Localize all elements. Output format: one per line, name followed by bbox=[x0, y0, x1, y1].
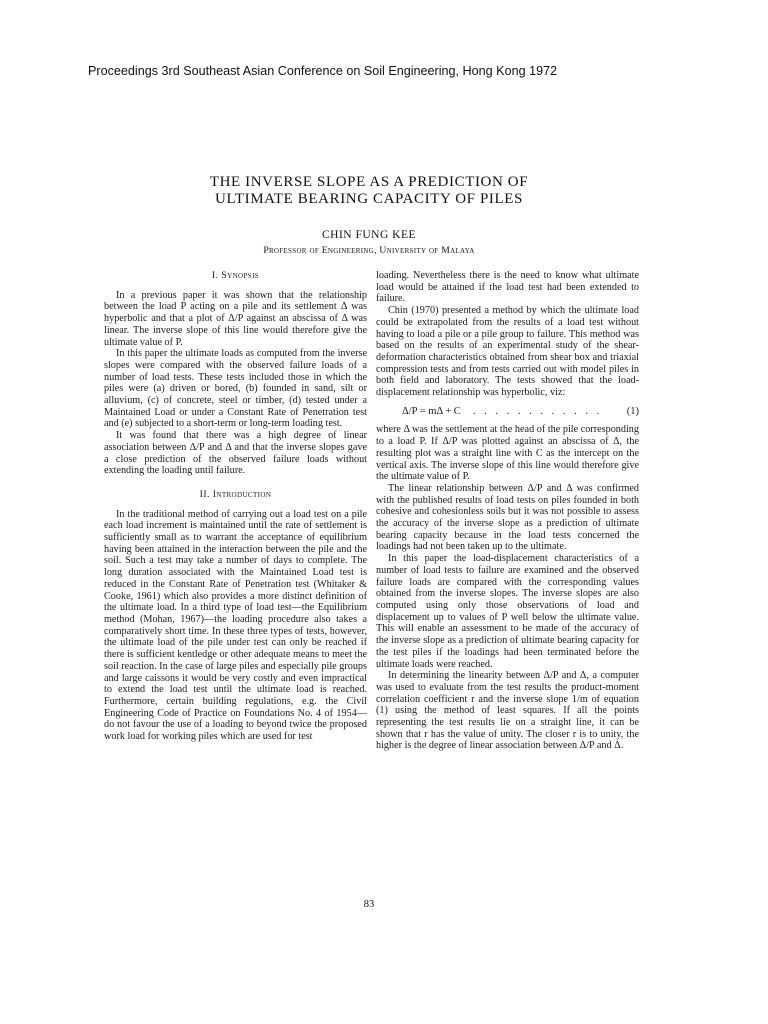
continuation-paragraph: loading. Nevertheless there is the need to know what ultimate load would be attained if the load test had been extended to failure. bbox=[376, 270, 639, 305]
page-number: 83 bbox=[363, 899, 375, 910]
synopsis-paragraph-2: In this paper the ultimate loads as computed from the inverse slopes were compared with the observed failure loads of a number of load tests. These tests included those in which the piles were (a) driven or bored, (b) founded in sand, silt or alluvium, (c) of concrete, steel or timber, (d) tested under a Maintained Load or under a Constant Rate of Penetration test and (e) subjected to a short-term or long-term loading test. bbox=[104, 348, 367, 430]
linear-relationship-paragraph: The linear relationship between Δ/P and Δ was confirmed with the published results of load tests on piles founded in both cohesive and cohesionless soils but it was not possible to assess the accuracy of the inverse slope as a prediction of ultimate bearing capacity because in the load tests concerned the loadings had not been taken up to the ultimate. bbox=[376, 482, 639, 553]
introduction-paragraph: In the traditional method of carrying out a load test on a pile each load increment is maintained until the rate of settlement is sufficiently small as to warrant the acceptance of equilibrium having been attained in the interaction between the pile and the soil. Such a test may take a number of days to complete. The long duration associated with the Maintained Load test is reduced in the Constant Rate of Penetration test (Whitaker & Cooke, 1961) which also provides a more distinct definition of the ultimate load. In a third type of load test—the Equilibrium method (Mohan, 1967)—the loading procedure also takes a comparatively short time. In these three types of tests, however, the ultimate load of the pile under test can only be reached if there is sufficient kentledge or other adequate means to meet the soil reaction. In the case of large piles and especially pile groups and large caissons it would be very costly and even impractical to extend the load test until the ultimate load is reached. Furthermore, certain building regulations, e.g. the Civil Engineering Code of Practice on Foundations No. 4 of 1954—do not favour the use of a loading to beyond twice the proposed work load for working piles which are used for test bbox=[104, 508, 367, 743]
paper-title-line-2: ULTIMATE BEARING CAPACITY OF PILES bbox=[215, 191, 523, 207]
equation-number: (1) bbox=[626, 405, 639, 417]
equation-leader-dots: . . . . . . . . . . . . bbox=[472, 405, 603, 417]
left-column bbox=[104, 270, 367, 743]
equation-1 bbox=[376, 406, 639, 418]
author-name: CHIN FUNG KEE bbox=[321, 229, 417, 241]
paper-title bbox=[0, 174, 738, 208]
right-column bbox=[376, 270, 639, 752]
chin-method-paragraph: Chin (1970) presented a method by which the ultimate load could be extrapolated from the results of a load test without having to load a pile or a pile group to failure. This method was based on the results of an experimental study of the shear-deformation characteristics obtained from shear box and triaxial compression tests and from tests carried out with model piles in both field and laboratory. The tests showed that the load-displacement relationship was hyperbolic, viz: bbox=[376, 305, 639, 399]
paper-title-line-1: THE INVERSE SLOPE AS A PREDICTION OF bbox=[209, 174, 529, 190]
this-paper-paragraph: In this paper the load-displacement characteristics of a number of load tests to failure are examined and the observed failure loads are compared with the corresponding values obtained from the inverse slopes. The inverse slopes are also computed using only those observations of load and displacement up to values of P well below the ultimate value. This will enable an assessment to be made of the accuracy of the inverse slope as a prediction of ultimate bearing capacity for the test piles if the loadings had been terminated before the ultimate loads were reached. bbox=[376, 553, 639, 670]
linearity-determination-paragraph: In determining the linearity between Δ/P and Δ, a computer was used to evaluate from the test results the product-moment correlation coefficient r and the inverse slope 1/m of equation (1) using the method of least squares. If all the points representing the test results lie on a straight line, it can be shown that r has the value of unity. The closer r is to unity, the higher is the degree of linear association between Δ/P and Δ. bbox=[376, 670, 639, 752]
author-affiliation: Professor of Engineering, University of Malaya bbox=[263, 245, 475, 256]
equation-expression: Δ/P = mΔ + C bbox=[402, 405, 461, 417]
synopsis-paragraph-3: It was found that there was a high degree of linear association between Δ/P and Δ and that the inverse slopes gave a close prediction of the observed failure loads without extending the loading until failure. bbox=[104, 430, 367, 477]
introduction-heading: II. Introduction bbox=[199, 488, 272, 500]
synopsis-heading: I. Synopsis bbox=[211, 270, 260, 281]
running-head: Proceedings 3rd Southeast Asian Conference on Soil Engineering, Hong Kong 1972 bbox=[88, 64, 558, 78]
where-paragraph: where Δ was the settlement at the head of the pile corresponding to a load P. If Δ/P was plotted against an abscissa of Δ, the resulting plot was a straight line with C as the intercept on the vertical axis. The inverse slope of this line would therefore give the ultimate value of P. bbox=[376, 424, 639, 483]
synopsis-paragraph-1: In a previous paper it was shown that the relationship between the load P acting on a pile and its settlement Δ was hyperbolic and that a plot of Δ/P against an abscissa of Δ was linear. The inverse slope of this line would therefore give the ultimate value of P. bbox=[104, 289, 367, 348]
